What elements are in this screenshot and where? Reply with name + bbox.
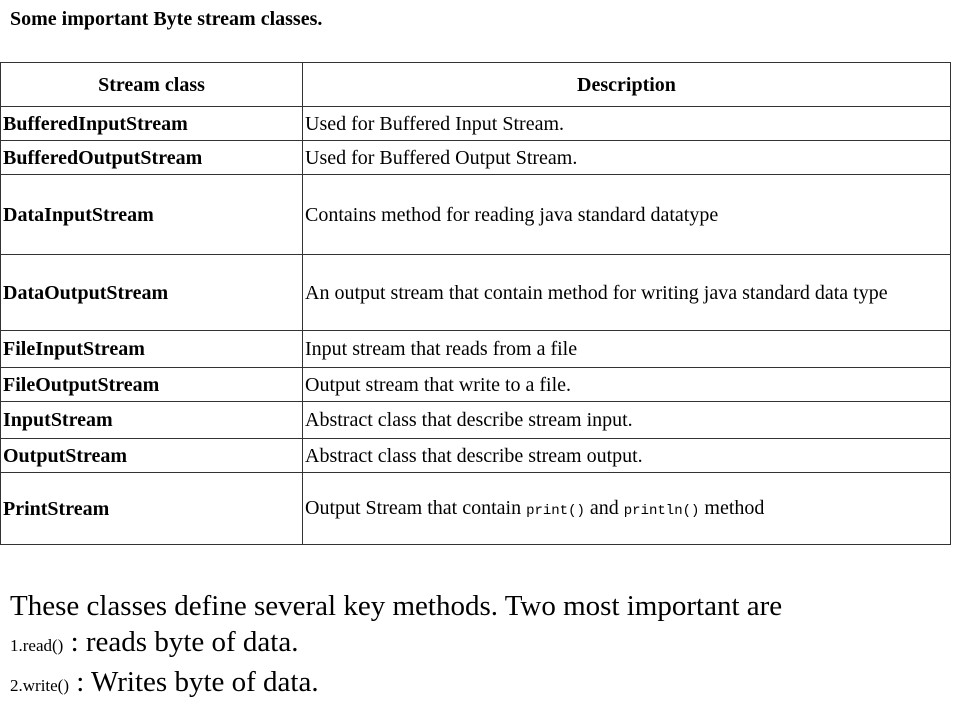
stream-class-description: Input stream that reads from a file xyxy=(303,331,951,368)
stream-class-name: FileInputStream xyxy=(1,331,303,368)
method-name: 2.write() xyxy=(10,676,70,695)
stream-class-description: Abstract class that describe stream output. xyxy=(303,439,951,473)
stream-class-description: Output stream that write to a file. xyxy=(303,368,951,402)
stream-class-description: Contains method for reading java standard datatype xyxy=(303,175,951,255)
method-name: 1.read() xyxy=(10,636,64,655)
key-methods-note xyxy=(10,588,782,704)
stream-class-name: DataInputStream xyxy=(1,175,303,255)
description-text: method xyxy=(699,497,765,520)
stream-class-name: DataOutputStream xyxy=(1,255,303,331)
table-row xyxy=(1,141,951,175)
description-text: Output Stream that contain xyxy=(305,497,527,520)
stream-class-description xyxy=(303,473,951,545)
table-row xyxy=(1,368,951,402)
table-row xyxy=(1,473,951,545)
print-method-code: print() xyxy=(526,503,585,520)
stream-class-name: OutputStream xyxy=(1,439,303,473)
stream-class-description-text: An output stream that contain method for writing java standard data type xyxy=(305,281,888,304)
stream-class-description: Abstract class that describe stream input. xyxy=(303,402,951,439)
table-row xyxy=(1,255,951,331)
column-header-stream-class: Stream class xyxy=(1,63,303,107)
table-row xyxy=(1,107,951,141)
column-header-description: Description xyxy=(303,63,951,107)
description-text: and xyxy=(584,497,624,520)
stream-class-name: PrintStream xyxy=(1,473,303,545)
stream-class-description xyxy=(303,255,951,331)
stream-class-name: InputStream xyxy=(1,402,303,439)
byte-stream-table xyxy=(0,62,951,545)
stream-class-description: Used for Buffered Output Stream. xyxy=(303,141,951,175)
table-row xyxy=(1,402,951,439)
stream-class-name: BufferedInputStream xyxy=(1,107,303,141)
method-description: : Writes byte of data. xyxy=(69,666,319,698)
key-method-item xyxy=(10,624,782,664)
key-method-item xyxy=(10,664,782,704)
stream-class-description: Used for Buffered Input Stream. xyxy=(303,107,951,141)
table-row xyxy=(1,175,951,255)
page-heading: Some important Byte stream classes. xyxy=(10,8,323,30)
table-row xyxy=(1,331,951,368)
method-description: : reads byte of data. xyxy=(63,626,299,658)
stream-class-name: FileOutputStream xyxy=(1,368,303,402)
stream-class-name: BufferedOutputStream xyxy=(1,141,303,175)
table-row xyxy=(1,439,951,473)
key-methods-intro: These classes define several key methods. Two most important are xyxy=(10,590,783,622)
println-method-code: println() xyxy=(623,503,700,520)
